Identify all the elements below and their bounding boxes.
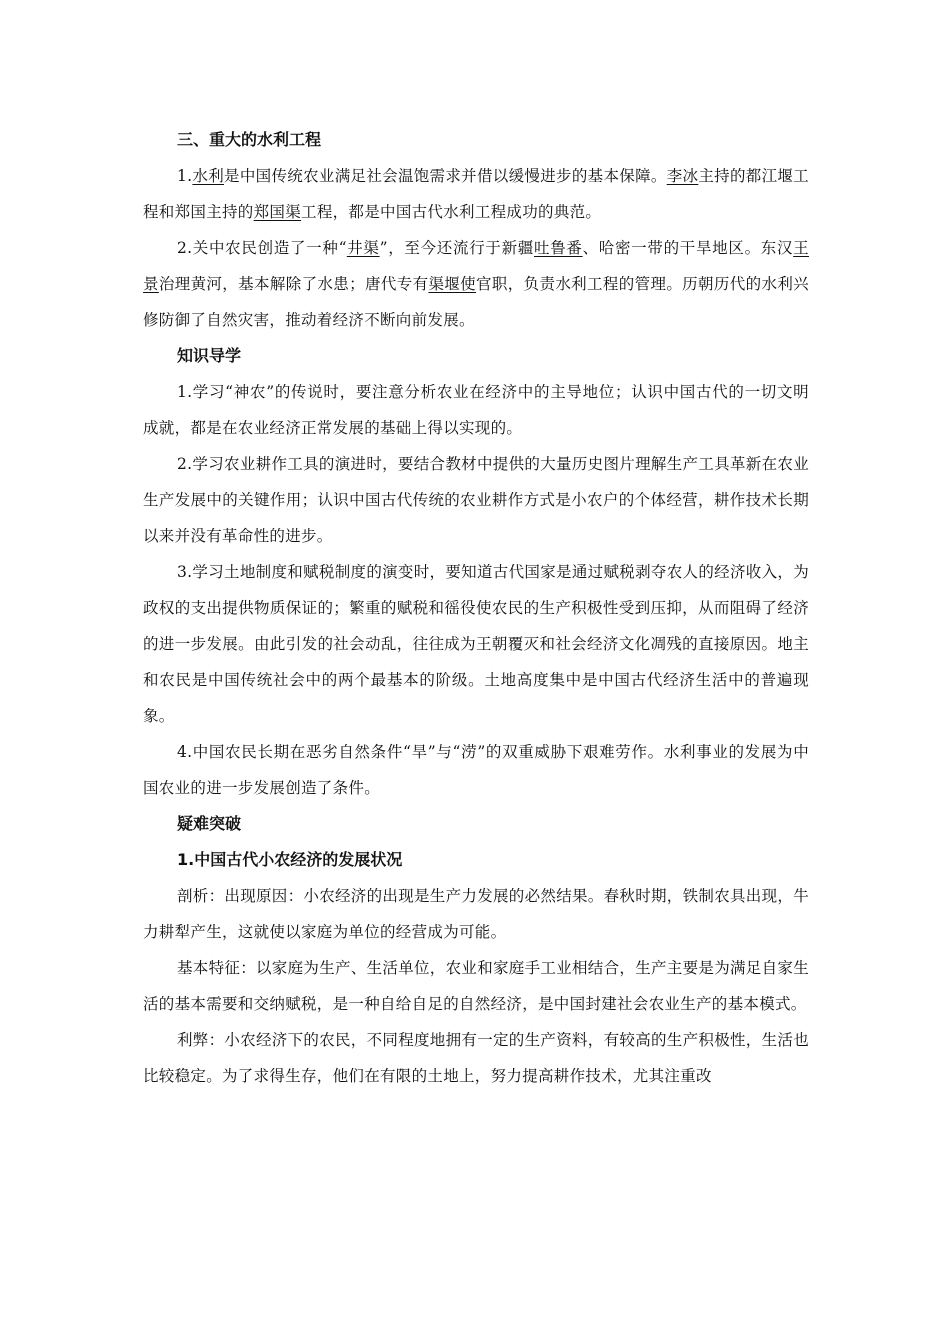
- paragraph-water-2: [143, 230, 809, 338]
- underlined-term-shuili: 水利: [192, 167, 225, 185]
- paragraph-difficulty-3: 利弊：小农经济下的农民，不同程度地拥有一定的生产资料，有较高的生产积极性，生活也比较稳定。为了求得生存，他们在有限的土地上，努力提高耕作技术，尤其注重改: [143, 1031, 810, 1085]
- paragraph-text: 、哈密一带的干旱地区。东汉: [582, 239, 794, 257]
- paragraph-difficulty-1: 剖析：出现原因：小农经济的出现是生产力发展的必然结果。春秋时期，铁制农具出现，牛力耕犁产生，这就使以家庭为单位的经营成为可能。: [143, 887, 810, 941]
- paragraph-text: 治理黄河，基本解除了水患；唐代专有: [158, 275, 429, 293]
- section-heading-knowledge-guide: 知识导学: [177, 346, 242, 365]
- section-heading-water-projects: 三、重大的水利工程: [177, 130, 322, 149]
- paragraph-text: 关中农民创造了一种“: [192, 239, 347, 257]
- subheading-small-peasant-economy: 1.中国古代小农经济的发展状况: [177, 850, 403, 869]
- paragraph-water-1: [143, 158, 809, 230]
- section-heading-difficulty: 疑难突破: [177, 814, 242, 833]
- underlined-term-libing: 李冰: [666, 167, 699, 185]
- underlined-term-tulufan: 吐鲁番: [534, 239, 583, 257]
- underlined-term-jingqu: 井渠: [346, 239, 380, 257]
- paragraph-text: 主持的都江堰工程和郑国主持的: [143, 167, 809, 221]
- paragraph-text: ”，至今还流行于新疆: [379, 239, 534, 257]
- underlined-term-zhengguoqu: 郑国渠: [253, 203, 302, 221]
- paragraph-text: 是中国传统农业满足社会温饱需求并借以缓慢进步的基本保障。: [224, 167, 667, 185]
- document-body: [143, 122, 809, 1094]
- paragraph-guide-4: 4.中国农民长期在恶劣自然条件“旱”与“涝”的双重威胁下艰难劳作。水利事业的发展为中国农业的进一步发展创造了条件。: [143, 743, 809, 797]
- paragraph-text: 工程，都是中国古代水利工程成功的典范。: [301, 203, 602, 221]
- paragraph-text: 官职，负责水利工程的管理。历朝历代的水利兴修防御了自然灾害，推动着经济不断向前发展。: [143, 275, 809, 329]
- paragraph-guide-3: 3.学习土地制度和赋税制度的演变时，要知道古代国家是通过赋税剥夺农人的经济收入，为政权的支出提供物质保证的；繁重的赋税和徭役使农民的生产积极性受到压抑，从而阻碍了经济的进一步发展。由此引发的社会动乱，往往成为王朝覆灭和社会经济文化凋残的直接原因。地主和农民是中国传统社会中的两个最基本的阶级。土地高度集中是中国古代经济生活中的普遍现象。: [143, 563, 809, 725]
- paragraph-guide-2: 2.学习农业耕作工具的演进时，要结合教材中提供的大量历史图片理解生产工具革新在农业生产发展中的关键作用；认识中国古代传统的农业耕作方式是小农户的个体经营，耕作技术长期以来并没有革命性的进步。: [143, 455, 809, 545]
- underlined-term-wangjing: 王景: [143, 239, 809, 293]
- paragraph-difficulty-2: 基本特征：以家庭为生产、生活单位，农业和家庭手工业相结合，生产主要是为满足自家生活的基本需要和交纳赋税，是一种自给自足的自然经济，是中国封建社会农业生产的基本模式。: [143, 959, 810, 1013]
- item-number: 2.: [177, 239, 193, 257]
- underlined-term-quyanshi: 渠堰使: [428, 275, 477, 293]
- item-number: 1.: [177, 167, 193, 185]
- paragraph-guide-1: 1.学习“神农”的传说时，要注意分析农业在经济中的主导地位；认识中国古代的一切文明成就，都是在农业经济正常发展的基础上得以实现的。: [143, 383, 809, 437]
